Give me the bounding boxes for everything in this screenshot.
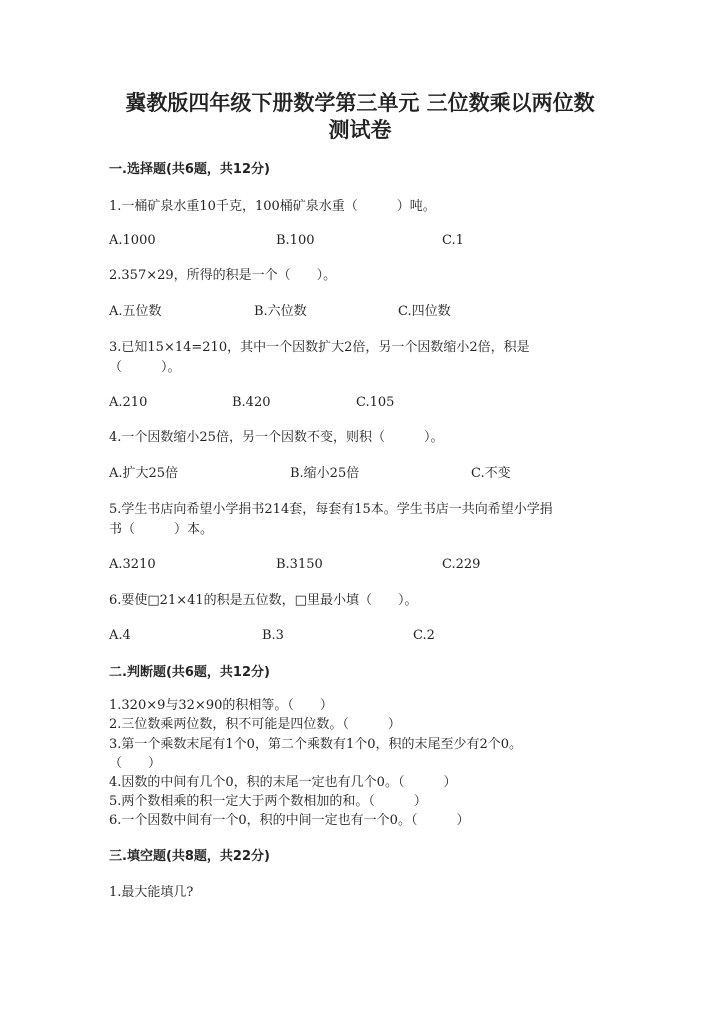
judge-item: 4.因数的中间有几个0，积的末尾一定也有几个0。（ ） [109,775,457,790]
option-c: C.不变 [471,466,511,481]
option-a: A.4 [109,628,131,643]
option-b: B.六位数 [254,304,307,319]
option-c: C.229 [442,557,481,572]
section-heading-judge: 二.判断题(共6题，共12分) [109,665,270,680]
option-b: B.420 [232,395,271,410]
question-3-cont: （ ）。 [109,360,181,375]
judge-item: 2.三位数乘两位数，积不可能是四位数。（ ） [109,717,401,732]
option-c: C.105 [356,395,395,410]
option-b: B.3 [262,628,284,643]
page-title: 冀教版四年级下册数学第三单元 三位数乘以两位数 [125,91,595,115]
question-4: 4.一个因数缩小25倍，另一个因数不变，则积（ ）。 [109,430,444,445]
option-a: A.210 [109,395,148,410]
judge-item-cont: （ ） [109,756,162,771]
question-2: 2.357×29，所得的积是一个（ ）。 [109,268,337,283]
judge-item: 1.320×9与32×90的积相等。（ ） [109,698,333,713]
option-b: B.3150 [276,557,323,572]
section-heading-fill: 三.填空题(共8题，共22分) [109,849,270,864]
option-c: C.1 [442,233,464,248]
question-1: 1.一桶矿泉水重10千克，100桶矿泉水重（ ）吨。 [109,199,436,214]
question-5: 5.学生书店向希望小学捐书214套，每套有15本。学生书店一共向希望小学捐 [109,502,553,517]
question-6: 6.要使□21×41的积是五位数，□里最小填（ ）。 [109,593,418,608]
option-b: B.100 [276,233,315,248]
option-a: A.五位数 [109,304,162,319]
option-b: B.缩小25倍 [290,466,360,481]
question-3: 3.已知15×14=210，其中一个因数扩大2倍，另一个因数缩小2倍，积是 [109,340,530,355]
question-5-cont: 书（ ）本。 [109,522,214,537]
judge-item: 6.一个因数中间有一个0，积的中间一定也有一个0。（ ） [109,813,470,828]
option-a: A.3210 [109,557,156,572]
judge-item: 5.两个数相乘的积一定大于两个数相加的和。（ ） [109,794,427,809]
page-title-line2: 测试卷 [328,118,392,142]
option-c: C.2 [413,628,435,643]
option-c: C.四位数 [398,304,451,319]
judge-item: 3.第一个乘数末尾有1个0，第二个乘数有1个0，积的末尾至少有2个0。 [109,737,523,752]
option-a: A.1000 [109,233,156,248]
fill-item: 1.最大能填几? [109,885,194,900]
option-a: A.扩大25倍 [109,466,179,481]
section-heading-choice: 一.选择题(共6题，共12分) [109,162,270,177]
